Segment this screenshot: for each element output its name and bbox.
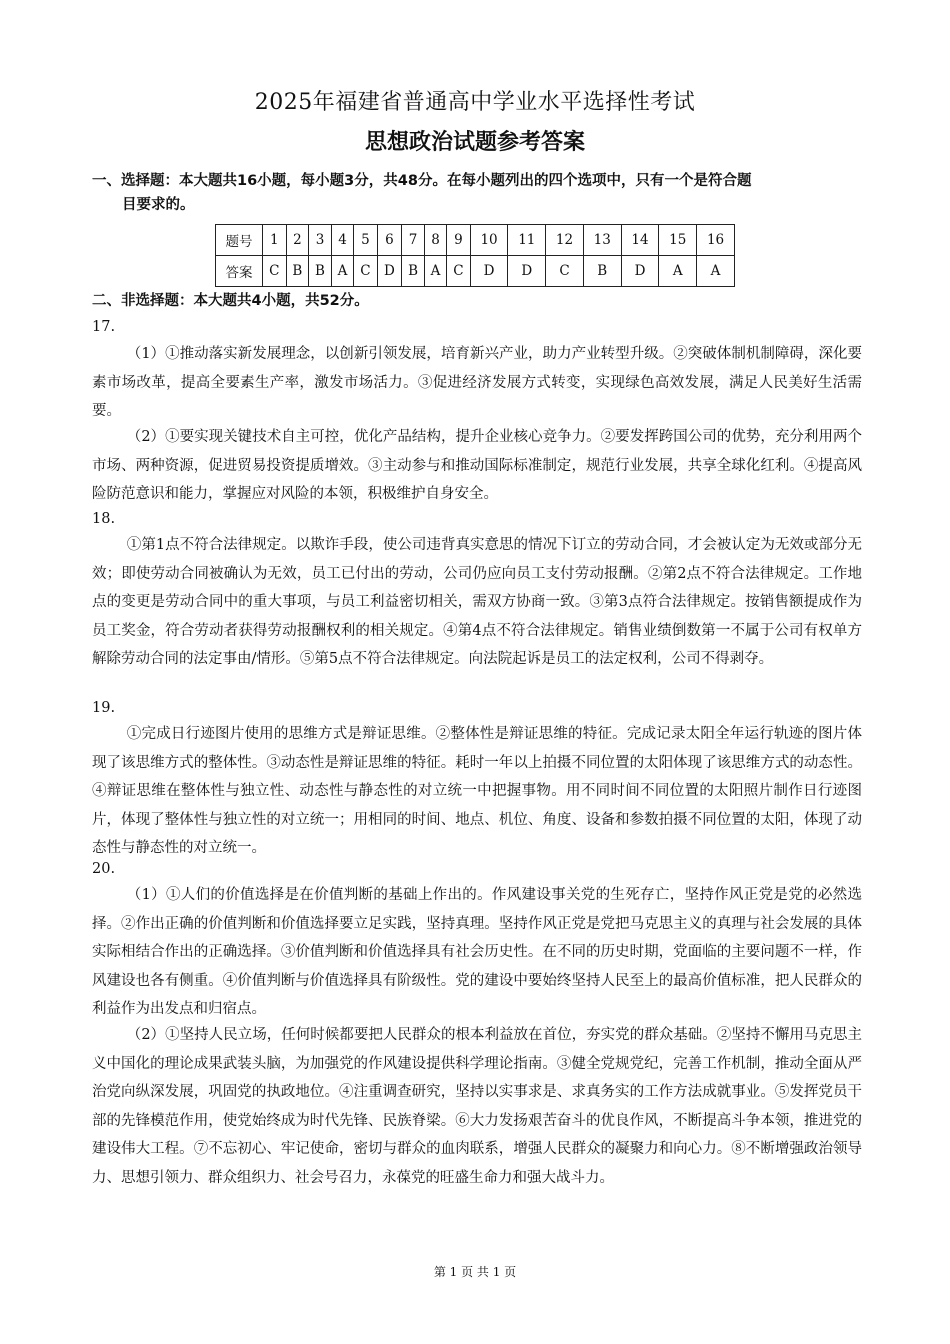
exam-title: 2025年福建省普通高中学业水平选择性考试 [254, 90, 696, 115]
table-cell: D [621, 256, 659, 287]
table-cell: B [402, 256, 425, 287]
table-cell: 8 [424, 225, 446, 256]
table-cell: B [309, 256, 332, 287]
table-cell: 1 [263, 225, 287, 256]
table-cell: 2 [286, 225, 309, 256]
table-cell: A [697, 256, 735, 287]
table-cell: 4 [331, 225, 353, 256]
section1-heading [92, 169, 862, 217]
question-20-part1: （1）①人们的价值选择是在价值判断的基础上作出的。作风建设事关党的生死存亡，坚持作风正党是党的必然选择。②作出正确的价值判断和价值选择要立足实践，坚持真理。坚持作风正党是党把马克思主义的真理与社会发展的具体实际相结合作出的正确选择。③价值判断和价值选择具有社会历史性。在不同的历史时期，党面临的主要问题不一样，作风建设也各有侧重。④价值判断与价值选择具有阶级性。党的建设中要始终坚持人民至上的最高价值标准，把人民群众的利益作为出发点和归宿点。 [92, 887, 862, 1018]
document-subtitle: 思想政治试题参考答案 [364, 130, 585, 155]
question-20-number: 20. [92, 861, 116, 877]
table-cell: A [659, 256, 697, 287]
table-header-number: 题号 [216, 225, 263, 256]
question-17-part1: （1）①推动落实新发展理念，以创新引领发展，培育新兴产业，助力产业转型升级。②突破体制机制障碍，深化要素市场改革，提高全要素生产率，激发市场活力。③促进经济发展方式转变，实现绿色高效发展，满足人民美好生活需要。 [92, 346, 862, 420]
table-cell: 14 [621, 225, 659, 256]
table-cell: A [424, 256, 446, 287]
table-cell: B [583, 256, 621, 287]
table-cell: D [470, 256, 508, 287]
answer-row [216, 256, 735, 287]
question-17-part2: （2）①要实现关键技术自主可控，优化产品结构，提升企业核心竞争力。②要发挥跨国公司的优势，充分利用两个市场、两种资源，促进贸易投资提质增效。③主动参与和推动国际标准制定，规范行业发展，共享全球化红利。④提高风险防范意识和能力，掌握应对风险的本领，积极维护自身安全。 [92, 429, 862, 503]
table-cell: C [447, 256, 471, 287]
table-cell: 12 [546, 225, 584, 256]
table-cell: C [354, 256, 378, 287]
question-18-number: 18. [92, 511, 116, 527]
table-cell: A [331, 256, 353, 287]
table-cell: 16 [697, 225, 735, 256]
table-cell: D [377, 256, 402, 287]
question-20-part2: （2）①坚持人民立场，任何时候都要把人民群众的根本利益放在首位，夯实党的群众基础。②坚持不懈用马克思主义中国化的理论成果武装头脑，为加强党的作风建设提供科学理论指南。③健全党规党纪，完善工作机制，推动全面从严治党向纵深发展，巩固党的执政地位。④注重调查研究，坚持以实事求是、求真务实的工作方法成就事业。⑤发挥党员干部的先锋模范作用，使党始终成为时代先锋、民族脊梁。⑥大力发扬艰苦奋斗的优良作风，不断提高斗争本领，推进党的建设伟大工程。⑦不忘初心、牢记使命，密切与群众的血肉联系，增强人民群众的凝聚力和向心力。⑧不断增强政治领导力、思想引领力、群众组织力、社会号召力，永葆党的旺盛生命力和强大战斗力。 [92, 1027, 862, 1186]
section1-line1: 一、选择题：本大题共16小题，每小题3分，共48分。在每小题列出的四个选项中，只有一个是符合题 [92, 173, 752, 189]
table-header-answer: 答案 [216, 256, 263, 287]
question-number-row [216, 225, 735, 256]
table-cell: 5 [354, 225, 378, 256]
table-cell: 6 [377, 225, 402, 256]
question-18-answer: ①第1点不符合法律规定。以欺诈手段，使公司违背真实意思的情况下订立的劳动合同，才会被认定为无效或部分无效；即使劳动合同被确认为无效，员工已付出的劳动，公司仍应向员工支付劳动报酬。②第2点不符合法律规定。工作地点的变更是劳动合同中的重大事项，与员工利益密切相关，需双方协商一致。③第3点符合法律规定。按销售额提成作为员工奖金，符合劳动者获得劳动报酬权利的相关规定。④第4点不符合法律规定。销售业绩倒数第一不属于公司有权单方解除劳动合同的法定事由/情形。⑤第5点不符合法律规定。向法院起诉是员工的法定权利，公司不得剥夺。 [92, 537, 862, 668]
question-17-number: 17. [92, 319, 116, 335]
table-cell: 7 [402, 225, 425, 256]
table-cell: 15 [659, 225, 697, 256]
table-cell: C [546, 256, 584, 287]
answer-table [215, 224, 735, 287]
question-19-answer: ①完成日行迹图片使用的思维方式是辩证思维。②整体性是辩证思维的特征。完成记录太阳全年运行轨迹的图片体现了该思维方式的整体性。③动态性是辩证思维的特征。耗时一年以上拍摄不同位置的太阳体现了该思维方式的动态性。④辩证思维在整体性与独立性、动态性与静态性的对立统一中把握事物。用不同时间不同位置的太阳照片制作日行迹图片，体现了整体性与独立性的对立统一；用相同的时间、地点、机位、角度、设备和参数拍摄不同位置的太阳，体现了动态性与静态性的对立统一。 [92, 726, 862, 857]
section1-line2: 目要求的。 [122, 197, 195, 213]
table-cell: 11 [508, 225, 546, 256]
page-footer: 第 1 页 共 1 页 [433, 1265, 517, 1279]
table-cell: 13 [583, 225, 621, 256]
table-cell: 3 [309, 225, 332, 256]
table-cell: D [508, 256, 546, 287]
question-19-number: 19. [92, 700, 116, 716]
table-cell: 9 [447, 225, 471, 256]
table-cell: B [286, 256, 309, 287]
table-cell: 10 [470, 225, 508, 256]
table-cell: C [263, 256, 287, 287]
section2-heading: 二、非选择题：本大题共4小题，共52分。 [92, 293, 369, 309]
